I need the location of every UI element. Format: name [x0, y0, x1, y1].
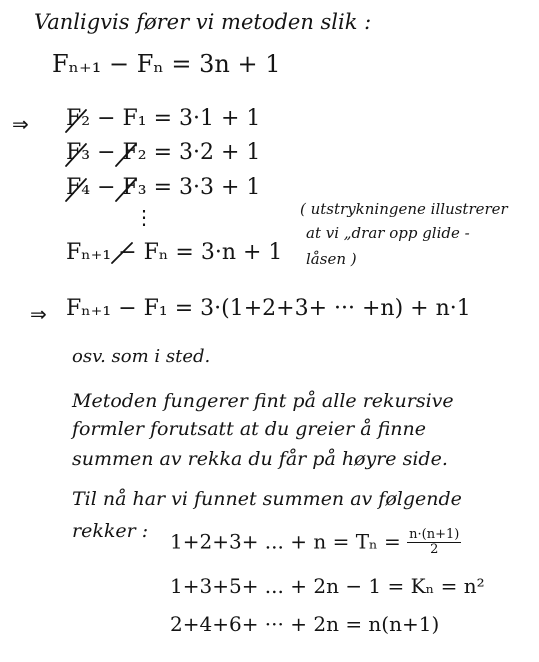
recurrence-formula: Fₙ₊₁ − Fₙ = 3n + 1: [52, 50, 281, 78]
sum-formula-2: 1+3+5+ ... + 2n − 1 = Kₙ = n²: [170, 574, 485, 598]
intro-line: Vanligvis fører vi metoden slik :: [34, 10, 372, 34]
vertical-dots: ⋮: [134, 205, 154, 229]
sum-formula-1-fraction: [407, 528, 461, 558]
paragraph1-line-3: summen av rekka du får på høyre side.: [72, 448, 448, 470]
sum-formula-3: 2+4+6+ ··· + 2n = n(n+1): [170, 612, 440, 636]
step-line-3: F₄ − F₃ = 3·3 + 1: [66, 175, 261, 200]
sum-formula-1: [170, 528, 461, 558]
paragraph2-line-2: rekker :: [72, 520, 149, 542]
implies-arrow-2: ⇒: [30, 302, 47, 326]
fraction-denominator: 2: [430, 542, 439, 558]
paragraph2-line-1: Til nå har vi funnet summen av følgende: [72, 488, 462, 510]
note-line-2: at vi „drar opp glide -: [306, 224, 470, 242]
fraction-numerator: n·(n+1): [409, 527, 460, 542]
note-line-1: ( utstrykningene illustrerer: [300, 200, 508, 218]
paragraph1-line-1: Metoden fungerer fint på alle rekursive: [72, 390, 454, 412]
step-line-1: F₂ − F₁ = 3·1 + 1: [66, 106, 261, 131]
osv-line: osv. som i sted.: [72, 346, 211, 367]
step-line-2: F₃ − F₂ = 3·2 + 1: [66, 140, 261, 165]
paragraph1-line-2: formler forutsatt at du greier å finne: [72, 418, 426, 440]
sum-formula-1-left: 1+2+3+ ... + n = Tₙ =: [170, 529, 401, 554]
step-line-n: Fₙ₊₁ − Fₙ = 3·n + 1: [66, 240, 283, 265]
result-formula: Fₙ₊₁ − F₁ = 3·(1+2+3+ ··· +n) + n·1: [66, 296, 471, 321]
note-line-3: låsen ): [306, 250, 357, 268]
implies-arrow-1: ⇒: [12, 112, 29, 136]
